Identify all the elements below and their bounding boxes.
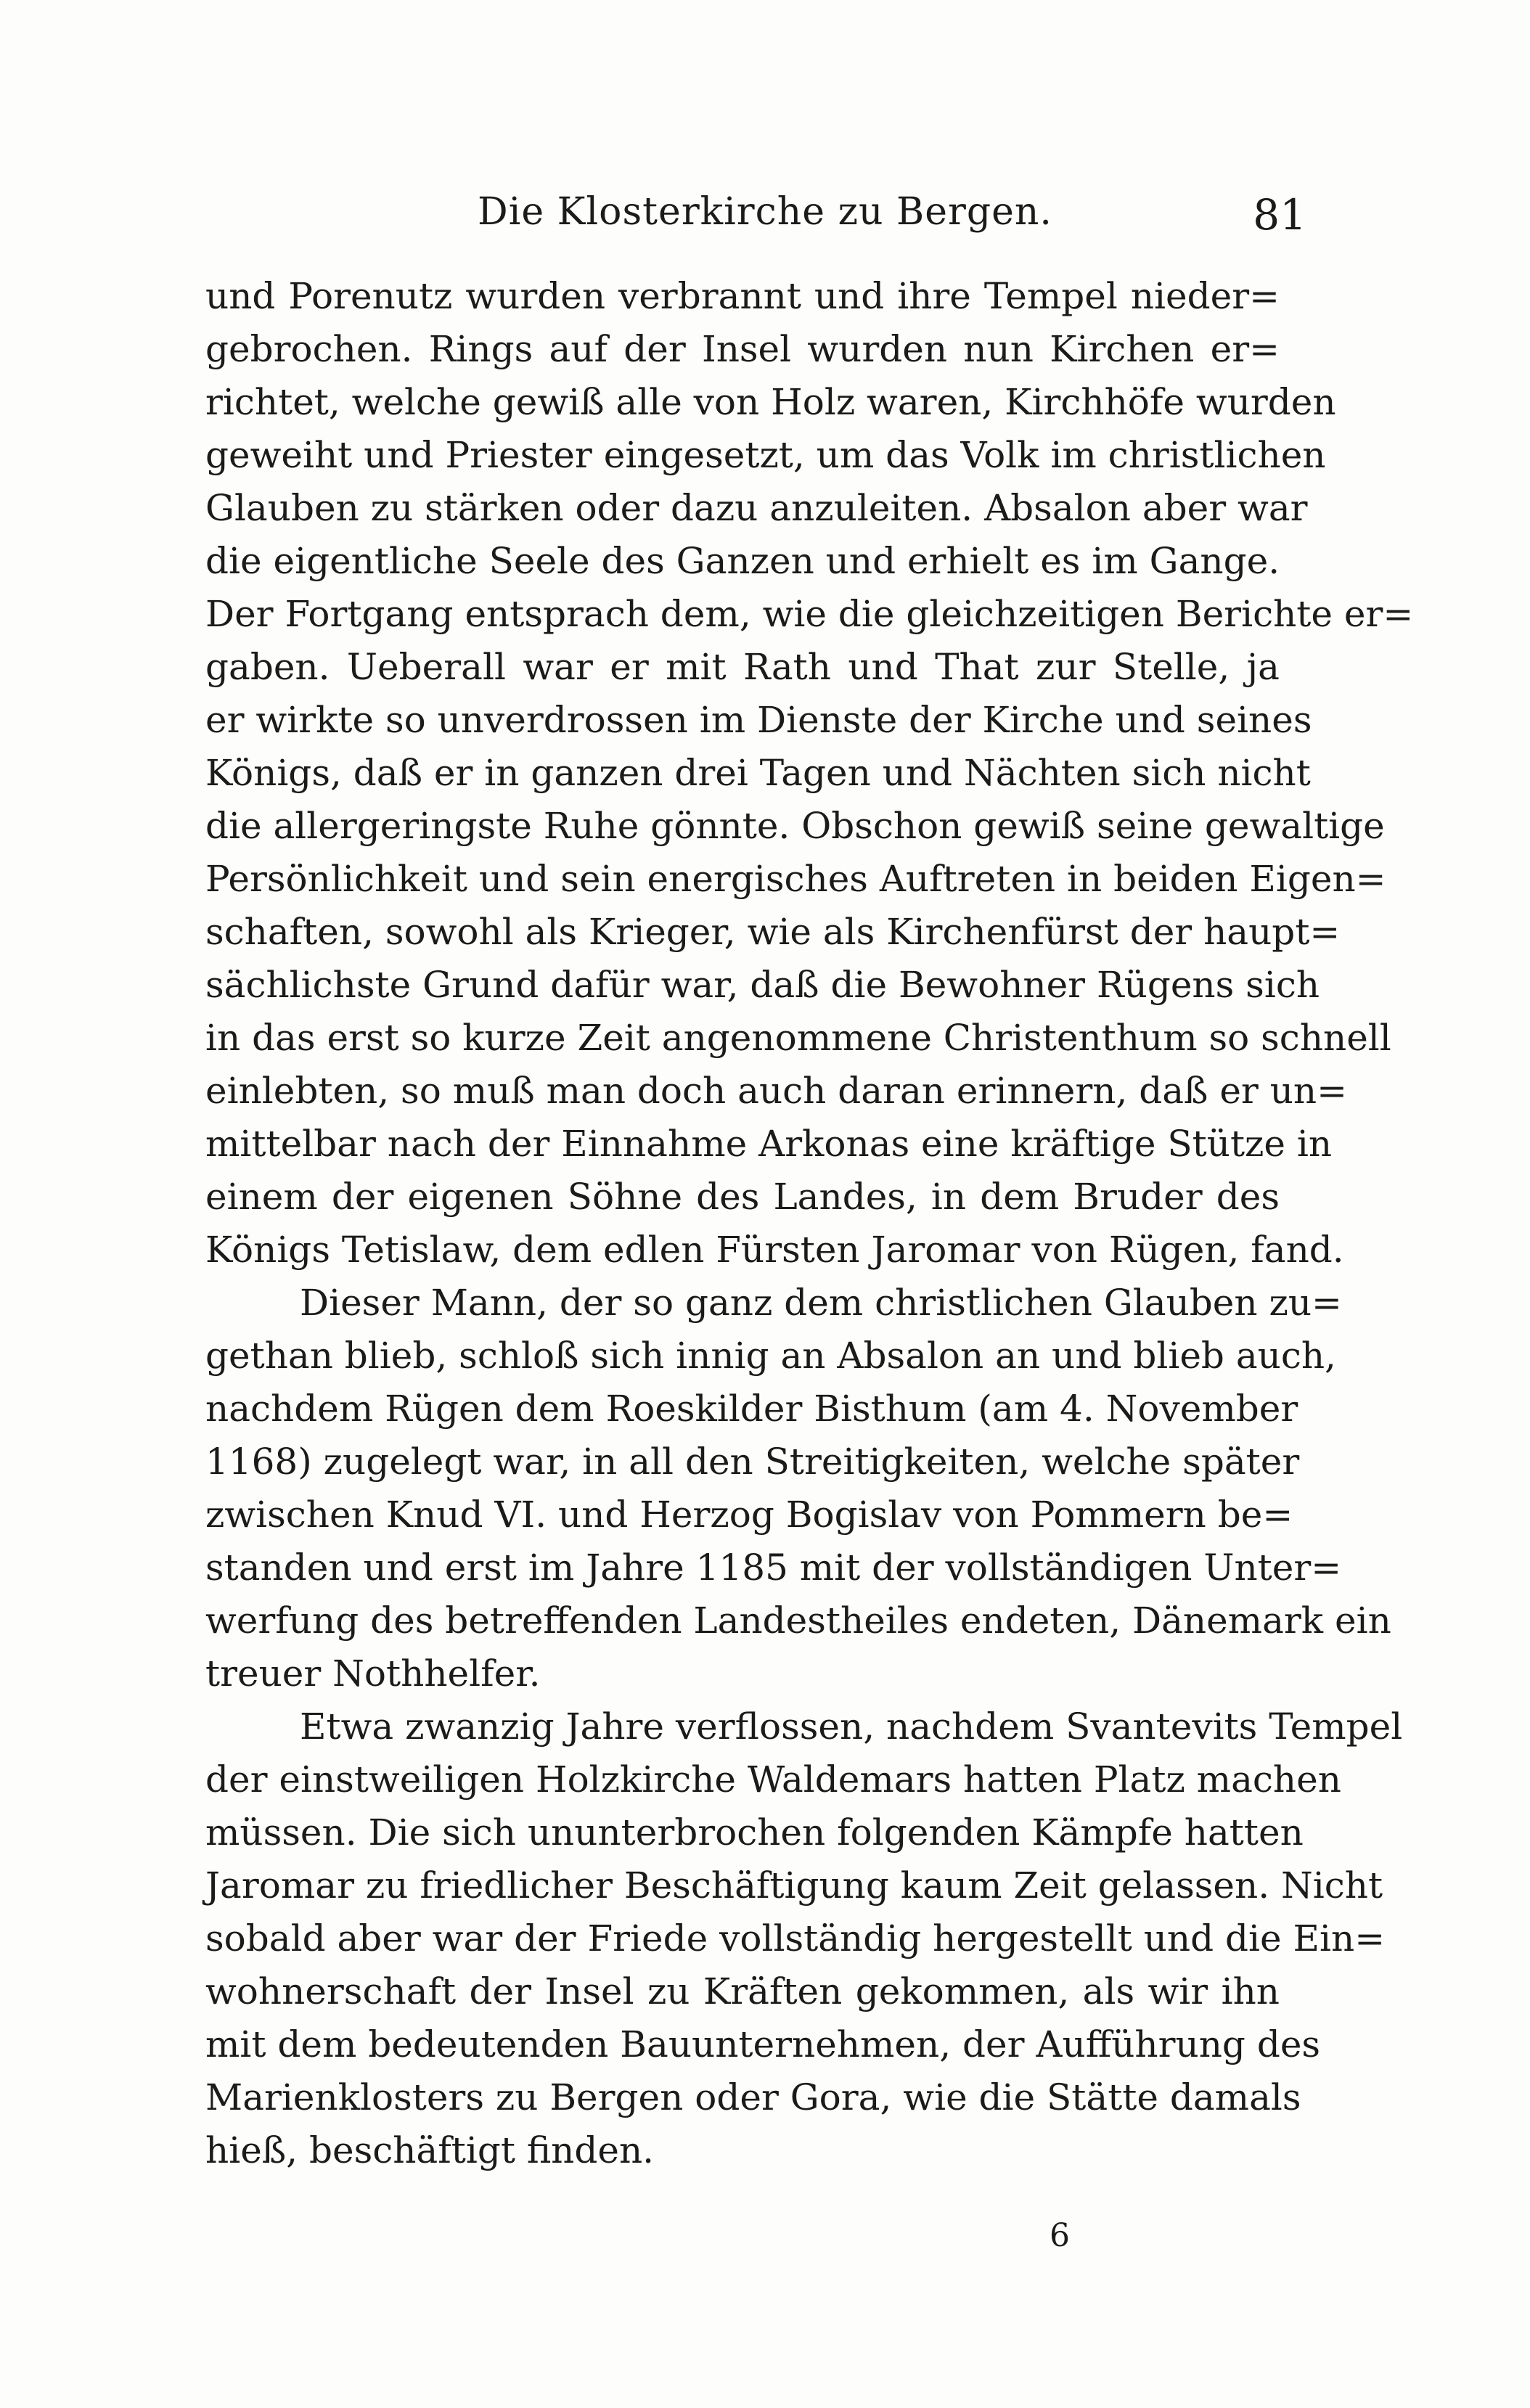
text-line: hieß, beschäftigt finden.	[205, 2129, 655, 2171]
text-line: mittelbar nach der Einnahme Arkonas eine kräftige Stütze in	[205, 1123, 1333, 1165]
text-line: Jaromar zu friedlicher Beschäftigung kaum Zeit gelassen. Nicht	[205, 1864, 1383, 1907]
text-line: treuer Nothhelfer.	[205, 1653, 541, 1695]
text-line: 1168) zugelegt war, in all den Streitigkeiten, welche später	[205, 1441, 1300, 1483]
text-line: standen und erst im Jahre 1185 mit der vollständigen Unter=	[205, 1547, 1342, 1589]
text-line: gaben. Ueberall war er mit Rath und That zur Stelle, ja	[205, 646, 1280, 688]
text-line: Der Fortgang entsprach dem, wie die gleichzeitigen Berichte er=	[205, 593, 1414, 635]
text-line: der einstweiligen Holzkirche Waldemars hatten Platz machen	[205, 1758, 1341, 1801]
text-line: richtet, welche gewiß alle von Holz waren, Kirchhöfe wurden	[205, 381, 1336, 423]
text-line: nachdem Rügen dem Roeskilder Bisthum (am 4. November	[205, 1388, 1298, 1430]
text-line: sächlichste Grund dafür war, daß die Bewohner Rügens sich	[205, 964, 1320, 1006]
text-line: die eigentliche Seele des Ganzen und erhielt es im Gange.	[205, 540, 1280, 582]
text-line: gethan blieb, schloß sich innig an Absalon an und blieb auch,	[205, 1335, 1336, 1377]
text-line: sobald aber war der Friede vollständig hergestellt und die Ein=	[205, 1917, 1386, 1959]
text-line: einem der eigenen Söhne des Landes, in dem Bruder des	[205, 1176, 1280, 1218]
running-title: Die Klosterkirche zu Bergen.	[478, 190, 1052, 234]
text-line: werfung des betreffenden Landestheiles endeten, Dänemark ein	[205, 1600, 1391, 1642]
text-line: Etwa zwanzig Jahre verflossen, nachdem Svantevits Tempel	[300, 1705, 1403, 1748]
text-line: und Porenutz wurden verbrannt und ihre Tempel nieder=	[205, 275, 1280, 317]
text-line: einlebten, so muß man doch auch daran erinnern, daß er un=	[205, 1070, 1348, 1112]
text-line: Persönlichkeit und sein energisches Auftreten in beiden Eigen=	[205, 858, 1386, 900]
text-line: Glauben zu stärken oder dazu anzuleiten. Absalon aber war	[205, 487, 1308, 529]
text-line: wohnerschaft der Insel zu Kräften gekommen, als wir ihn	[205, 1970, 1280, 2012]
text-line: er wirkte so unverdrossen im Dienste der Kirche und seines	[205, 699, 1312, 741]
signature-mark: 6	[1050, 2217, 1070, 2254]
text-line: Dieser Mann, der so ganz dem christlichen Glauben zu=	[300, 1282, 1342, 1324]
text-line: Marienklosters zu Bergen oder Gora, wie die Stätte damals	[205, 2076, 1301, 2118]
text-line: schaften, sowohl als Krieger, wie als Kirchenfürst der haupt=	[205, 911, 1341, 953]
text-line: müssen. Die sich ununterbrochen folgenden Kämpfe hatten	[205, 1811, 1304, 1854]
text-line: gebrochen. Rings auf der Insel wurden nun Kirchen er=	[205, 328, 1280, 370]
text-line: in das erst so kurze Zeit angenommene Christenthum so schnell	[205, 1017, 1391, 1059]
body-text	[205, 270, 1414, 2177]
text-line: die allergeringste Ruhe gönnte. Obschon gewiß seine gewaltige	[205, 805, 1385, 847]
text-line: geweiht und Priester eingesetzt, um das Volk im christlichen	[205, 434, 1326, 476]
text-line: Königs Tetislaw, dem edlen Fürsten Jaromar von Rügen, fand.	[205, 1229, 1344, 1271]
text-line: mit dem bedeutenden Bauunternehmen, der Aufführung des	[205, 2023, 1321, 2065]
page-number: 81	[1253, 190, 1306, 239]
text-line: zwischen Knud VI. und Herzog Bogislav von Pommern be=	[205, 1494, 1293, 1536]
text-line: Königs, daß er in ganzen drei Tagen und Nächten sich nicht	[205, 752, 1311, 794]
